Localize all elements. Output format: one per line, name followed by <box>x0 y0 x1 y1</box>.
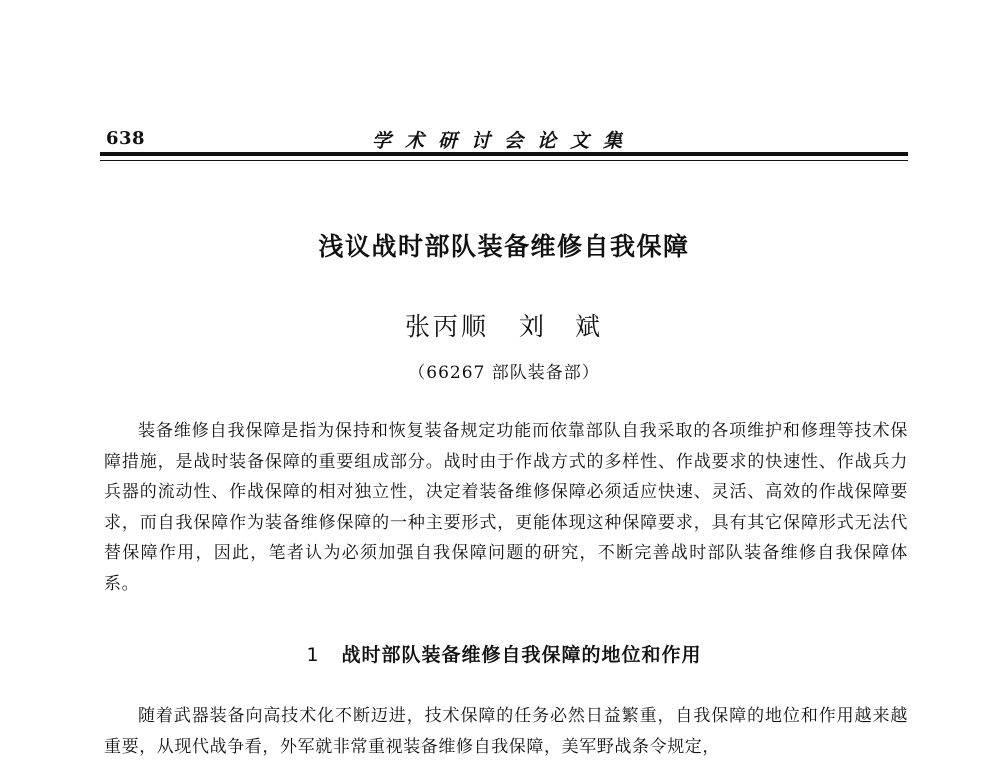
body-paragraph: 随着武器装备向高技术化不断迈进，技术保障的任务必然日益繁重，自我保障的地位和作用越来越重要，从现代战争看，外军就非常重视装备维修自我保障，美军野战条令规定， <box>104 706 908 757</box>
author-affiliation: （66267 部队装备部） <box>408 363 600 383</box>
author-name: 刘 斌 <box>519 312 604 341</box>
intro-paragraph: 装备维修自我保障是指为保持和恢复装备规定功能而依靠部队自我采取的各项维护和修理等技术保障措施，是战时装备保障的重要组成部分。战时由于作战方式的多样性、作战要求的快速性、作战兵力兵器的流动性、作战保障的相对独立性，决定着装备维修保障必须适应快速、灵活、高效的作战保障要求，而自我保障作为装备维修保障的一种主要形式，更能体现这种保障要求，具有其它保障形式无法代替保障作用，因此，笔者认为必须加强自我保障问题的研究，不断完善战时部队装备维修自我保障体系。 <box>104 421 908 594</box>
journal-title: 学术研讨会论文集 <box>371 130 636 152</box>
section-title: 战时部队装备维修自我保障的地位和作用 <box>341 644 702 666</box>
header-rule-thick <box>100 152 908 156</box>
author-list <box>100 307 908 343</box>
header-rule-thin <box>100 160 908 161</box>
article-title: 浅议战时部队装备维修自我保障 <box>318 232 690 261</box>
running-header <box>100 124 908 154</box>
section-number: 1 <box>306 644 320 666</box>
section-heading <box>100 640 908 667</box>
page-number: 638 <box>106 128 146 149</box>
author-name: 张丙顺 <box>404 312 489 341</box>
